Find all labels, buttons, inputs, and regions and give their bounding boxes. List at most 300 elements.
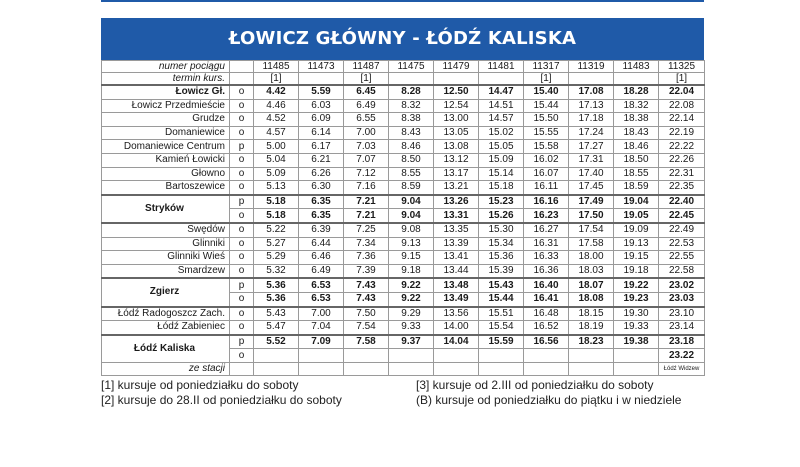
departure-time: 19.33 (614, 321, 659, 335)
footnote: [1] kursuje od poniedziałku do soboty (101, 378, 299, 392)
arr-dep-code: o (230, 349, 254, 363)
from-station-spacer (230, 362, 254, 376)
departure-time: 4.57 (254, 126, 299, 140)
arrival-time: 5.18 (254, 195, 299, 209)
train-number: 11481 (479, 61, 524, 73)
station-name: Smardzew (102, 264, 230, 278)
departure-time: 16.23 (524, 209, 569, 223)
station-name: Łódź Kaliska (102, 335, 230, 363)
departure-time: 6.44 (299, 237, 344, 251)
departure-time: 9.29 (389, 307, 434, 321)
departure-time: 17.50 (569, 209, 614, 223)
arr-dep-code: p (230, 195, 254, 209)
table-row (102, 153, 705, 167)
departure-time: 13.31 (434, 209, 479, 223)
departure-time: 13.49 (434, 292, 479, 306)
departure-time (479, 349, 524, 363)
station-name: Łowicz Gł. (102, 85, 230, 99)
term-code (614, 73, 659, 86)
departure-time: 17.27 (569, 140, 614, 154)
departure-time: 7.00 (344, 126, 389, 140)
departure-time: 7.36 (344, 251, 389, 265)
arr-dep-code: o (230, 181, 254, 195)
arrival-time: 19.04 (614, 195, 659, 209)
arr-dep-code: o (230, 126, 254, 140)
arr-dep-code: o (230, 113, 254, 127)
departure-time: 16.36 (524, 264, 569, 278)
departure-time: 12.50 (434, 85, 479, 99)
table-row (102, 140, 705, 154)
header-spacer (230, 61, 254, 73)
departure-time: 16.02 (524, 153, 569, 167)
departure-time: 6.35 (299, 209, 344, 223)
departure-time: 6.55 (344, 113, 389, 127)
arrival-time: 9.04 (389, 195, 434, 209)
table-row (102, 167, 705, 181)
arrival-time: 15.43 (479, 278, 524, 292)
departure-time: 5.18 (254, 209, 299, 223)
departure-time: 19.05 (614, 209, 659, 223)
departure-time: 22.31 (659, 167, 705, 181)
departure-time: 13.17 (434, 167, 479, 181)
arrival-time: 19.22 (614, 278, 659, 292)
term-code (389, 73, 434, 86)
table-row (102, 223, 705, 237)
term-label: termin kurs. (102, 73, 230, 86)
departure-time: 23.03 (659, 292, 705, 306)
term-code: [1] (254, 73, 299, 86)
arrival-time: 22.40 (659, 195, 705, 209)
departure-time: 7.00 (299, 307, 344, 321)
arr-dep-code: p (230, 335, 254, 349)
departure-time: 6.21 (299, 153, 344, 167)
departure-time: 5.13 (254, 181, 299, 195)
departure-time: 8.43 (389, 126, 434, 140)
departure-time: 6.39 (299, 223, 344, 237)
table-row (102, 61, 705, 73)
departure-time: 5.29 (254, 251, 299, 265)
departure-time: 17.40 (569, 167, 614, 181)
timetable (101, 18, 704, 376)
arr-dep-code: o (230, 292, 254, 306)
departure-time: 6.49 (344, 99, 389, 113)
arrival-time: 18.23 (569, 335, 614, 349)
station-name: Łódź Radogoszcz Zach. (102, 307, 230, 321)
departure-time: 16.31 (524, 237, 569, 251)
top-rule (101, 0, 704, 2)
departure-time: 7.39 (344, 264, 389, 278)
departure-time: 16.52 (524, 321, 569, 335)
departure-time: 13.44 (434, 264, 479, 278)
departure-time: 17.08 (569, 85, 614, 99)
arrival-time: 23.02 (659, 278, 705, 292)
train-number: 11319 (569, 61, 614, 73)
footnote: [3] kursuje od 2.III od poniedziałku do soboty (416, 378, 654, 392)
departure-time: 7.16 (344, 181, 389, 195)
header-spacer (230, 73, 254, 86)
departure-time: 8.46 (389, 140, 434, 154)
arr-dep-code: o (230, 209, 254, 223)
departure-time (254, 349, 299, 363)
term-code (299, 73, 344, 86)
departure-time: 17.45 (569, 181, 614, 195)
departure-time: 18.46 (614, 140, 659, 154)
table-row (102, 321, 705, 335)
departure-time: 18.00 (569, 251, 614, 265)
departure-time: 14.57 (479, 113, 524, 127)
departure-time: 19.15 (614, 251, 659, 265)
departure-time: 7.07 (344, 153, 389, 167)
station-name: Kamień Łowicki (102, 153, 230, 167)
departure-time (524, 349, 569, 363)
departure-time: 5.04 (254, 153, 299, 167)
departure-time: 5.47 (254, 321, 299, 335)
term-code: [1] (659, 73, 705, 86)
departure-time: 13.00 (434, 113, 479, 127)
departure-time: 13.41 (434, 251, 479, 265)
departure-time: 5.27 (254, 237, 299, 251)
departure-time: 7.50 (344, 307, 389, 321)
from-station-value (614, 362, 659, 376)
departure-time: 18.32 (614, 99, 659, 113)
departure-time: 15.18 (479, 181, 524, 195)
departure-time: 22.19 (659, 126, 705, 140)
arrival-time: 9.22 (389, 278, 434, 292)
departure-time: 8.50 (389, 153, 434, 167)
departure-time: 22.45 (659, 209, 705, 223)
arrival-time: 13.48 (434, 278, 479, 292)
departure-time: 18.38 (614, 113, 659, 127)
table-row (102, 126, 705, 140)
departure-time: 13.35 (434, 223, 479, 237)
station-name: Bartoszewice (102, 181, 230, 195)
departure-time: 6.46 (299, 251, 344, 265)
train-number: 11483 (614, 61, 659, 73)
arr-dep-code: o (230, 167, 254, 181)
departure-time: 22.26 (659, 153, 705, 167)
term-code: [1] (524, 73, 569, 86)
departure-time: 22.35 (659, 181, 705, 195)
station-name: Domaniewice Centrum (102, 140, 230, 154)
departure-time: 15.40 (524, 85, 569, 99)
train-number: 11475 (389, 61, 434, 73)
station-name: Glinniki (102, 237, 230, 251)
departure-time: 16.41 (524, 292, 569, 306)
arrival-time: 5.52 (254, 335, 299, 349)
departure-time: 5.43 (254, 307, 299, 321)
departure-time: 22.22 (659, 140, 705, 154)
term-code: [1] (344, 73, 389, 86)
departure-time: 6.49 (299, 264, 344, 278)
departure-time: 22.53 (659, 237, 705, 251)
train-number: 11473 (299, 61, 344, 73)
departure-time: 6.26 (299, 167, 344, 181)
departure-time: 8.32 (389, 99, 434, 113)
departure-time: 7.03 (344, 140, 389, 154)
departure-time: 19.09 (614, 223, 659, 237)
arr-dep-code: o (230, 223, 254, 237)
arr-dep-code: p (230, 278, 254, 292)
from-station-value (389, 362, 434, 376)
timetable-title: ŁOWICZ GŁÓWNY - ŁÓDŹ KALISKA (101, 18, 704, 60)
arrival-time: 17.49 (569, 195, 614, 209)
departure-time: 7.25 (344, 223, 389, 237)
departure-time: 14.00 (434, 321, 479, 335)
footnotes-left (101, 378, 342, 408)
departure-time: 18.03 (569, 264, 614, 278)
departure-time: 15.44 (479, 292, 524, 306)
departure-time: 18.28 (614, 85, 659, 99)
departure-time: 17.58 (569, 237, 614, 251)
from-station-value: Łódź Widzew (659, 362, 705, 376)
train-number: 11325 (659, 61, 705, 73)
footnote: (B) kursuje od poniedziałku do piątku i w niedziele (416, 393, 682, 407)
departure-time: 7.21 (344, 209, 389, 223)
departure-time: 16.27 (524, 223, 569, 237)
table-row (102, 237, 705, 251)
from-station-value (299, 362, 344, 376)
departure-time (344, 349, 389, 363)
departure-time: 4.52 (254, 113, 299, 127)
departure-time: 5.36 (254, 292, 299, 306)
departure-time: 7.54 (344, 321, 389, 335)
departure-time: 6.14 (299, 126, 344, 140)
departure-time: 15.30 (479, 223, 524, 237)
departure-time: 23.14 (659, 321, 705, 335)
table-row (102, 362, 705, 376)
table-row (102, 251, 705, 265)
station-name: Zgierz (102, 278, 230, 306)
departure-time: 13.56 (434, 307, 479, 321)
departure-time: 5.32 (254, 264, 299, 278)
arrival-time: 16.56 (524, 335, 569, 349)
departure-time: 19.18 (614, 264, 659, 278)
departure-time: 15.09 (479, 153, 524, 167)
term-code (434, 73, 479, 86)
departure-time: 16.11 (524, 181, 569, 195)
station-name: Łódź Żabieniec (102, 321, 230, 335)
arrival-time: 15.59 (479, 335, 524, 349)
table-row (102, 73, 705, 86)
arr-dep-code: o (230, 99, 254, 113)
train-number: 11479 (434, 61, 479, 73)
departure-time: 4.46 (254, 99, 299, 113)
arr-dep-code: o (230, 85, 254, 99)
departure-time: 12.54 (434, 99, 479, 113)
station-name: Stryków (102, 195, 230, 223)
departure-time: 8.38 (389, 113, 434, 127)
departure-time (299, 349, 344, 363)
arr-dep-code: o (230, 237, 254, 251)
departure-time: 5.09 (254, 167, 299, 181)
station-name: Glinniki Wieś (102, 251, 230, 265)
table-row (102, 113, 705, 127)
departure-time: 15.36 (479, 251, 524, 265)
departure-time: 6.17 (299, 140, 344, 154)
departure-time: 14.47 (479, 85, 524, 99)
departure-time (434, 349, 479, 363)
departure-time: 17.13 (569, 99, 614, 113)
departure-time: 13.08 (434, 140, 479, 154)
departure-time: 22.55 (659, 251, 705, 265)
departure-time: 13.21 (434, 181, 479, 195)
arrival-time: 16.16 (524, 195, 569, 209)
from-station-label: ze stacji (102, 362, 230, 376)
arrival-time: 15.23 (479, 195, 524, 209)
station-name: Domaniewice (102, 126, 230, 140)
arr-dep-code: p (230, 140, 254, 154)
departure-time: 5.22 (254, 223, 299, 237)
arrival-time: 5.36 (254, 278, 299, 292)
term-code (479, 73, 524, 86)
departure-time: 15.55 (524, 126, 569, 140)
table-row (102, 99, 705, 113)
departure-time: 7.04 (299, 321, 344, 335)
departure-time: 22.14 (659, 113, 705, 127)
train-number: 11485 (254, 61, 299, 73)
departure-time: 22.49 (659, 223, 705, 237)
term-code (569, 73, 614, 86)
table-row (102, 307, 705, 321)
table-row (102, 195, 705, 209)
departure-time: 9.15 (389, 251, 434, 265)
from-station-value (254, 362, 299, 376)
departure-time: 17.18 (569, 113, 614, 127)
from-station-value (344, 362, 389, 376)
departure-time: 15.34 (479, 237, 524, 251)
arrival-time: 19.38 (614, 335, 659, 349)
table-row (102, 278, 705, 292)
departure-time: 13.12 (434, 153, 479, 167)
departure-time: 16.33 (524, 251, 569, 265)
departure-time: 7.12 (344, 167, 389, 181)
from-station-value (524, 362, 569, 376)
departure-time: 6.09 (299, 113, 344, 127)
departure-time: 16.48 (524, 307, 569, 321)
arrival-time: 18.07 (569, 278, 614, 292)
departure-time: 15.26 (479, 209, 524, 223)
footnotes-right (416, 378, 681, 408)
departure-time: 9.13 (389, 237, 434, 251)
departure-time: 19.30 (614, 307, 659, 321)
train-number-label: numer pociągu (102, 61, 230, 73)
departure-time: 9.33 (389, 321, 434, 335)
arrival-time: 7.58 (344, 335, 389, 349)
train-number: 11317 (524, 61, 569, 73)
departure-time: 14.51 (479, 99, 524, 113)
departure-time: 9.04 (389, 209, 434, 223)
departure-time: 22.58 (659, 264, 705, 278)
timetable-grid (101, 60, 705, 376)
arrival-time: 23.18 (659, 335, 705, 349)
departure-time: 6.53 (299, 292, 344, 306)
departure-time: 19.13 (614, 237, 659, 251)
arr-dep-code: o (230, 251, 254, 265)
arr-dep-code: o (230, 264, 254, 278)
departure-time: 18.08 (569, 292, 614, 306)
departure-time: 6.03 (299, 99, 344, 113)
arr-dep-code: o (230, 321, 254, 335)
from-station-value (434, 362, 479, 376)
arr-dep-code: o (230, 307, 254, 321)
arrival-time: 7.21 (344, 195, 389, 209)
departure-time: 15.05 (479, 140, 524, 154)
departure-time: 8.55 (389, 167, 434, 181)
departure-time: 23.10 (659, 307, 705, 321)
arrival-time: 7.43 (344, 278, 389, 292)
arrival-time: 14.04 (434, 335, 479, 349)
arr-dep-code: o (230, 153, 254, 167)
departure-time: 6.45 (344, 85, 389, 99)
from-station-value (569, 362, 614, 376)
departure-time: 4.42 (254, 85, 299, 99)
station-name: Swędów (102, 223, 230, 237)
departure-time: 9.22 (389, 292, 434, 306)
departure-time: 23.22 (659, 349, 705, 363)
departure-time: 15.02 (479, 126, 524, 140)
departure-time: 8.28 (389, 85, 434, 99)
departure-time: 9.08 (389, 223, 434, 237)
departure-time: 18.43 (614, 126, 659, 140)
departure-time: 18.15 (569, 307, 614, 321)
departure-time: 18.59 (614, 181, 659, 195)
station-name: Łowicz Przedmieście (102, 99, 230, 113)
arrival-time: 16.40 (524, 278, 569, 292)
departure-time: 6.30 (299, 181, 344, 195)
departure-time: 22.04 (659, 85, 705, 99)
departure-time: 18.19 (569, 321, 614, 335)
station-name: Głowno (102, 167, 230, 181)
departure-time: 22.08 (659, 99, 705, 113)
departure-time: 15.58 (524, 140, 569, 154)
arrival-time: 6.53 (299, 278, 344, 292)
departure-time: 13.05 (434, 126, 479, 140)
from-station-value (479, 362, 524, 376)
departure-time: 7.43 (344, 292, 389, 306)
departure-time: 16.07 (524, 167, 569, 181)
departure-time: 15.39 (479, 264, 524, 278)
departure-time: 17.31 (569, 153, 614, 167)
arrival-time: 13.26 (434, 195, 479, 209)
departure-time: 13.39 (434, 237, 479, 251)
table-row (102, 264, 705, 278)
departure-time: 18.50 (614, 153, 659, 167)
footnote: [2] kursuje do 28.II od poniedziałku do soboty (101, 393, 342, 407)
departure-time: 17.24 (569, 126, 614, 140)
departure-time: 19.23 (614, 292, 659, 306)
departure-time: 15.50 (524, 113, 569, 127)
table-row (102, 335, 705, 349)
departure-time: 8.59 (389, 181, 434, 195)
departure-time: 17.54 (569, 223, 614, 237)
departure-time (569, 349, 614, 363)
departure-time (389, 349, 434, 363)
departure-time: 15.51 (479, 307, 524, 321)
departure-time: 18.55 (614, 167, 659, 181)
arrival-time: 7.09 (299, 335, 344, 349)
table-row (102, 85, 705, 99)
departure-time: 15.14 (479, 167, 524, 181)
departure-time: 15.54 (479, 321, 524, 335)
departure-time: 5.59 (299, 85, 344, 99)
arrival-time: 6.35 (299, 195, 344, 209)
train-number: 11487 (344, 61, 389, 73)
arrival-time: 9.37 (389, 335, 434, 349)
table-row (102, 181, 705, 195)
departure-time: 7.34 (344, 237, 389, 251)
departure-time: 5.00 (254, 140, 299, 154)
departure-time: 15.44 (524, 99, 569, 113)
